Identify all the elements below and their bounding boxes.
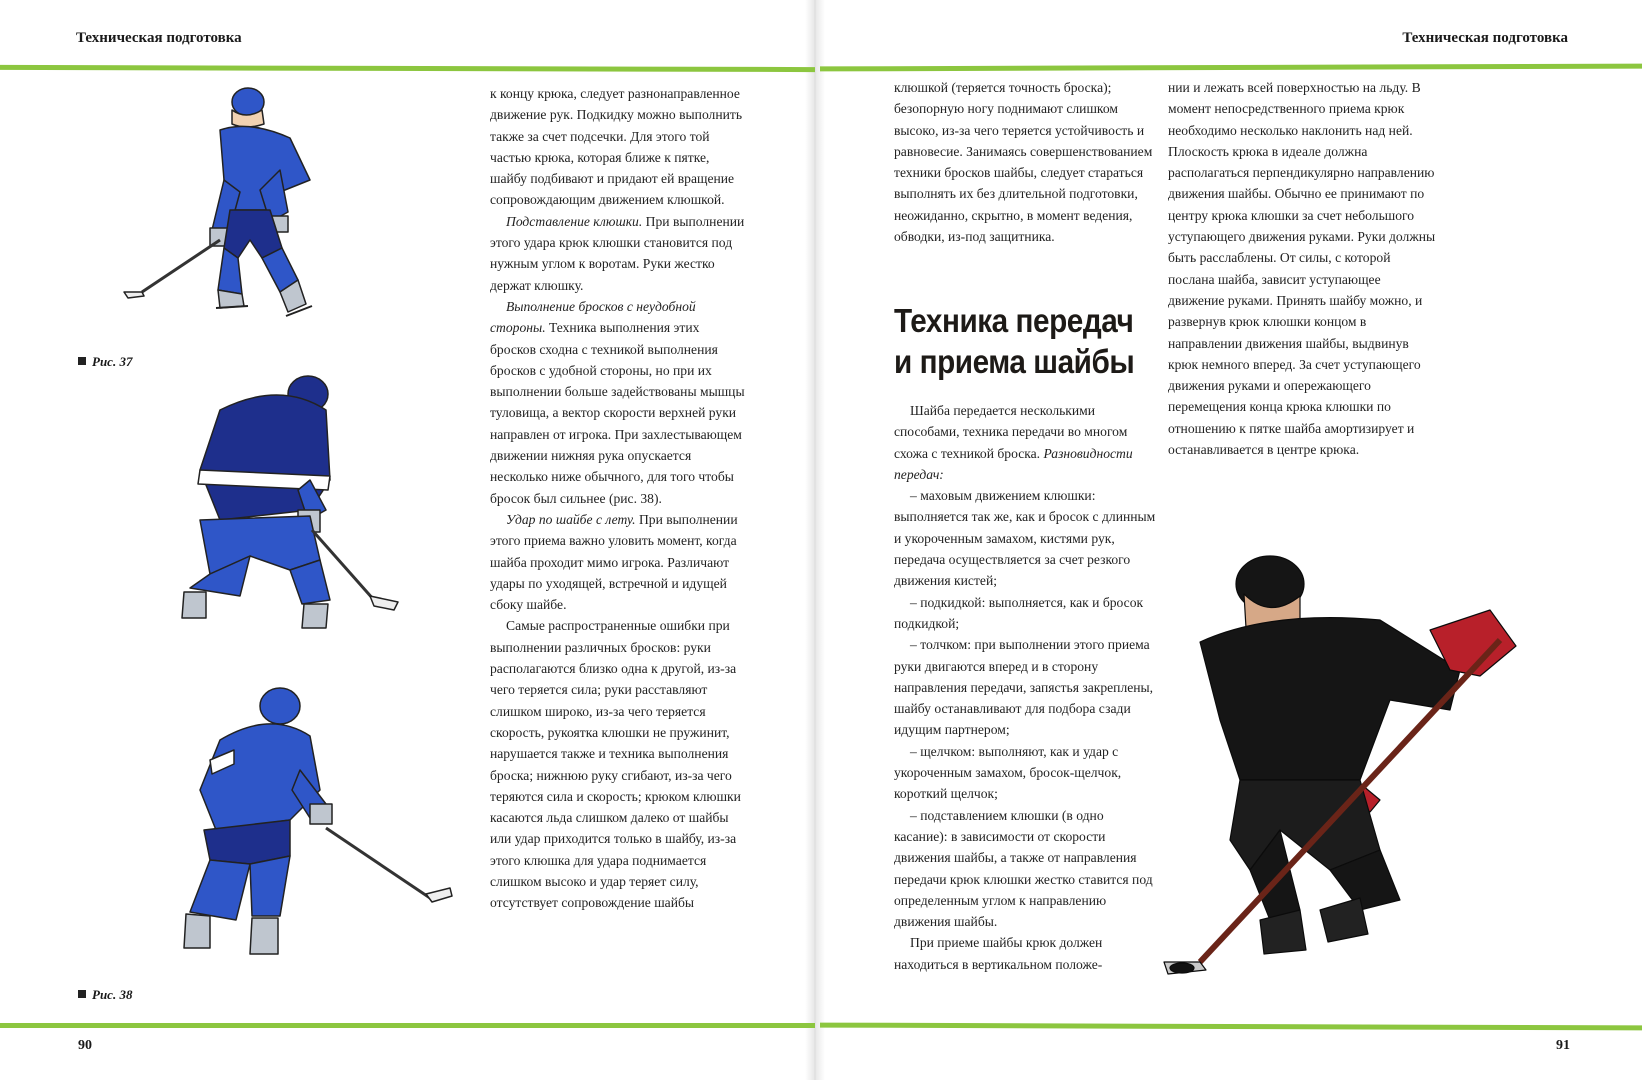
caption-bullet (78, 990, 86, 998)
list-item: – подкидкой: выполняется, как и бросок подкидкой; (894, 594, 1144, 631)
list-item: – толчком: при выполнении этого приема руки двигаются вперед и в сторону направления передачи, запястья закреплены, шайбу останавливают для подбора сзади идущим партнером; (894, 637, 1154, 738)
caption-bullet (78, 357, 86, 365)
paragraph: Выполнение бросков с неудобной стороны. Техника выполнения этих бросков сходна с техникой выполнения бросков с удобной стороны, но при их выполнении больше задействованы мышцы туловища, а вектор скорости верхней руки направлен от игрока. При захлестывающем движении нижняя рука опускается несколько ниже обычного, для того чтобы бросок был сильнее (рис. 38). (490, 298, 745, 506)
gutter (805, 0, 825, 1080)
paragraph: Удар по шайбе с лету. При выполнении этого приема важно уловить момент, когда шайба проходит мимо игрока. Различают удары по уходящей, встречной и идущей сбоку шайбе. (490, 511, 738, 613)
figure-38-illustration-top (130, 360, 410, 630)
green-rule-bottom-left (0, 1023, 815, 1028)
page-number-left: 90 (78, 1038, 92, 1053)
hockey-player-photo (1160, 550, 1580, 990)
text-column-right-bottom (894, 400, 1156, 975)
list-item: – маховым движением клюшки: выполняется так же, как и бросок с длинным и укороченным замахом, кистями рук, передача осуществляется за счет резкого движения кистей; (894, 488, 1156, 589)
paragraph: Шайба передается несколькими способами, техника передачи во многом схожа с техникой броска. Разновидности передач: (894, 403, 1133, 482)
caption-38-text: Рис. 38 (92, 987, 133, 1002)
caption-figure-38 (78, 987, 132, 1003)
paragraph: к концу крюка, следует разнонаправленное движение рук. Подкидку можно выполнить также за счет подсечки. Для этого той частью крюка, которая ближе к пятке, шайбу подбивают и придают ей вращение сопровождающим движением клюшкой. (490, 86, 743, 208)
section-heading: Техника передач и приема шайбы (894, 302, 1135, 380)
list-item: – щелчком: выполняют, как и удар с укороченным замахом, бросок-щелчок, короткий щелчок; (894, 743, 1122, 802)
text-column-right-second (1168, 77, 1436, 460)
text-column-right-top (894, 77, 1154, 247)
paragraph: Подставление клюшки. При выполнении этого удара крюк клюшки становится под нужным углом к воротам. Руки жестко держат клюшку. (490, 213, 745, 293)
caption-figure-37 (78, 354, 132, 370)
paragraph: При приеме шайбы крюк должен находиться в вертикальном положе- (894, 935, 1103, 972)
paragraph: Самые распространенные ошибки при выполнении различных бросков: руки располагаются близко одна к другой, из-за чего теряется сила; руки расставляют слишком широко, из-за чего теряется скорость, рукоятка клюшки не пружинит, нарушается также и техника выполнения броска; нижнюю руку сгибают, из-за чего теряются сила и скорость; крюком клюшки касаются льда слишком далеко от шайбы или удар приходится только в шайбу, из-за этого клюшка для удара поднимается слишком высоко и удар теряет силу, отсутствует сопровождение шайбы (490, 618, 741, 911)
text-column-left (490, 83, 748, 914)
page-number-right: 91 (1556, 1038, 1570, 1053)
running-head-left: Техническая подготовка (76, 30, 242, 46)
figure-38-illustration-bottom (150, 680, 470, 980)
paragraph: нии и лежать всей поверхностью на льду. В момент непосредственного приема крюк необходимо несколько наклонить над ней. Плоскость крюка в идеале должна располагаться перпендикулярно направлению движения шайбы. Обычно ее принимают по центру крюка клюшки за счет небольшого уступающего движения руками. Руки должны быть расслаблены. От силы, с которой послана шайба, зависит уступающее движение руками. Принять шайбу можно, и развернув крюк клюшки концом в направлении движения шайбы, выдвинув крюк немного вперед. За счет уступающего движения руками и опережающего перемещения конца крюка клюшки по отношению к пятке шайба амортизирует и останавливается в центре крюка. (1168, 80, 1436, 458)
paragraph: клюшкой (теряется точность броска); безопорную ногу поднимают слишком высоко, из-за чего теряется устойчивость и равновесие. Занимаясь совершенствованием техники бросков шайбы, следует стараться выполнять их без длительной подготовки, неожиданно, скрытно, в момент ведения, обводки, из-под защитника. (894, 80, 1153, 245)
caption-37-text: Рис. 37 (92, 354, 133, 369)
figure-37-illustration (120, 80, 380, 340)
running-head-right: Техническая подготовка (1402, 30, 1568, 46)
list-item: – подставлением клюшки (в одно касание): в зависимости от скорости движения шайбы, а также от направления передачи крюк клюшки жестко ставится под определенным углом к направлению движения шайбы. (894, 807, 1153, 930)
